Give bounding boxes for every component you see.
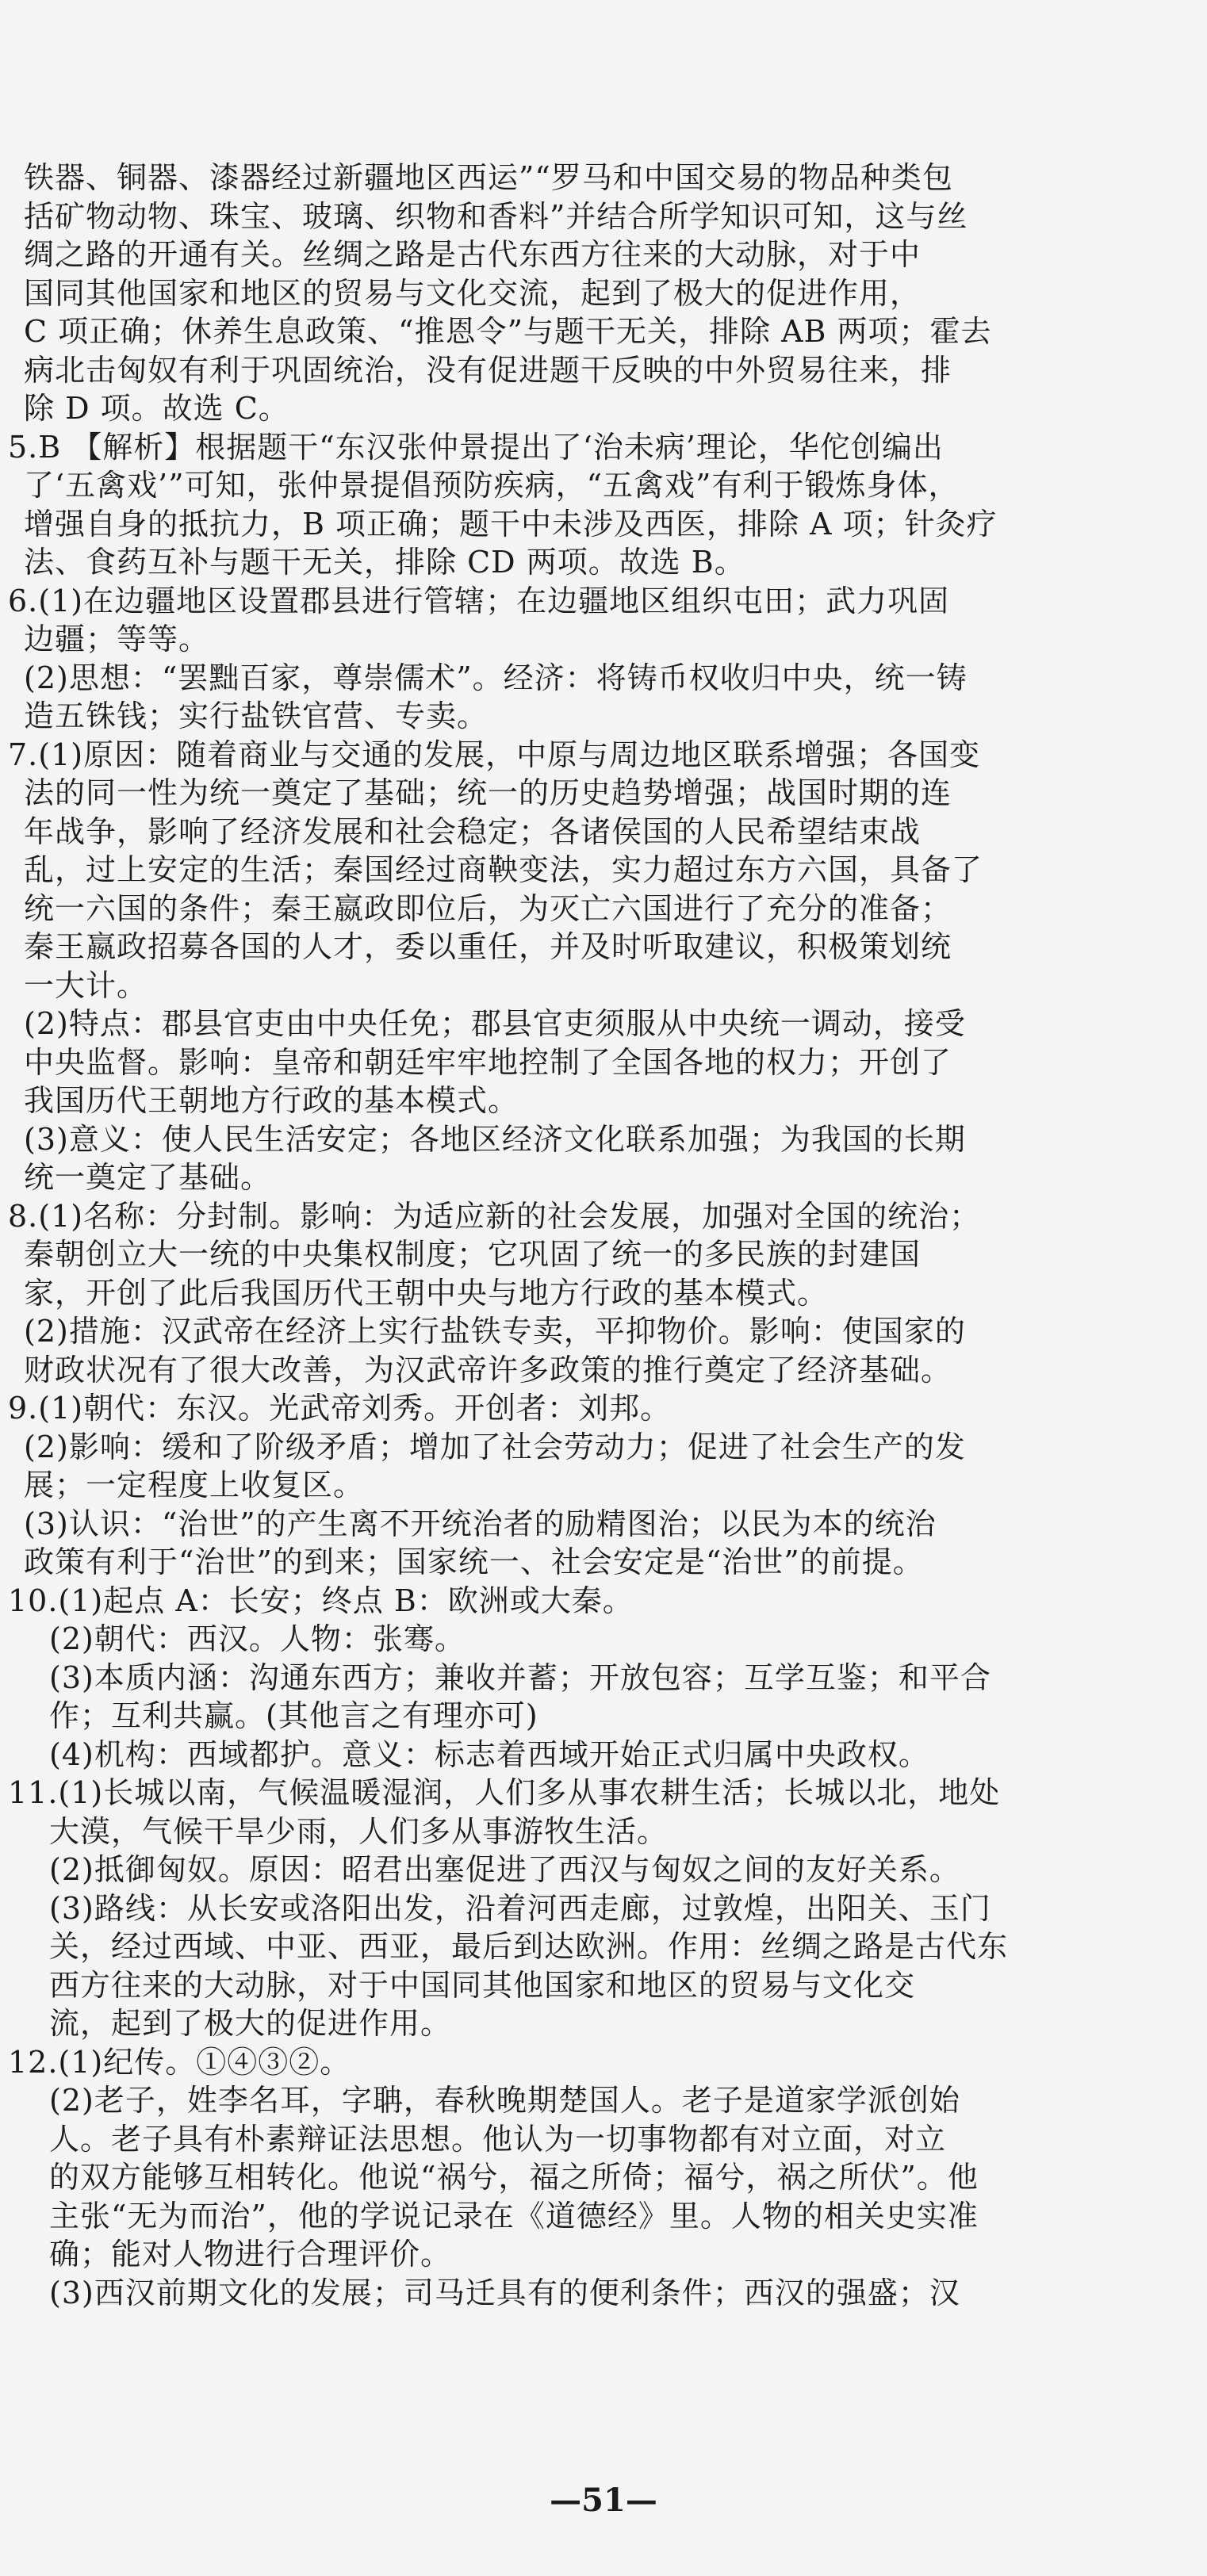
text-line: 国同其他国家和地区的贸易与文化交流，起到了极大的促进作用，	[24, 275, 922, 311]
text-line: 法、食药互补与题干无关，排除 CD 两项。故选 B。	[24, 545, 745, 580]
sub-question-line: (3)本质内涵：沟通东西方；兼收并蓄；开放包容；互学互鉴；和平合	[49, 1659, 991, 1695]
text-line: 统一奠定了基础。	[24, 1160, 272, 1195]
text-line: 大漠，气候干旱少雨，人们多从事游牧生活。	[49, 1813, 669, 1849]
sub-question-line: (2)影响：缓和了阶级矛盾；增加了社会劳动力；促进了社会生产的发	[24, 1429, 966, 1464]
text-line: 展；一定程度上收复区。	[24, 1468, 365, 1502]
text-line: 法的同一性为统一奠定了基础；统一的历史趋势增强；战国时期的连	[24, 775, 952, 810]
sub-question-line: (2)老子，姓李名耳，字聃，春秋晚期楚国人。老子是道家学派创始	[49, 2083, 960, 2118]
question-line: 11.(1)长城以南，气候温暖湿润，人们多从事农耕生活；长城以北，地处	[8, 1775, 1001, 1810]
text-line: 人。老子具有朴素辩证法思想。他认为一切事物都有对立面，对立	[49, 2121, 947, 2157]
question-line: 5.B 【解析】根据题干“东汉张仲景提出了‘治未病’理论，华佗创编出	[8, 429, 944, 465]
sub-question-line: (2)抵御匈奴。原因：昭君出塞促进了西汉与匈奴之间的友好关系。	[49, 1852, 960, 1887]
text-line: 中央监督。影响：皇帝和朝廷牢牢地控制了全国各地的权力；开创了	[24, 1044, 952, 1080]
text-line: 西方往来的大动脉，对于中国同其他国家和地区的贸易与文化交	[49, 1967, 916, 2003]
text-line: 政策有利于“治世”的到来；国家统一、社会安定是“治世”的前提。	[24, 1544, 924, 1579]
text-line: 的双方能够互相转化。他说“祸兮，福之所倚；福兮，祸之所伏”。他	[49, 2160, 979, 2195]
text-line: 作；互利共赢。(其他言之有理亦可)	[49, 1698, 538, 1733]
text-line: 除 D 项。故选 C。	[24, 391, 289, 426]
sub-question-line: (2)特点：郡县官吏由中央任免；郡县官吏须服从中央统一调动，接受	[24, 1006, 966, 1041]
text-line: 关，经过西域、中亚、西亚，最后到达欧洲。作用：丝绸之路是古代东	[49, 1929, 1009, 1964]
text-line: C 项正确；休养生息政策、“推恩令”与题干无关，排除 AB 两项；霍去	[24, 314, 992, 349]
page-number: —51—	[550, 2482, 657, 2519]
text-line: 年战争，影响了经济发展和社会稳定；各诸侯国的人民希望结束战	[24, 813, 922, 849]
text-line: 我国历代王朝地方行政的基本模式。	[24, 1083, 519, 1118]
text-line: 确；能对人物进行合理评价。	[49, 2237, 452, 2272]
sub-question-line: (2)朝代：西汉。人物：张骞。	[49, 1621, 466, 1656]
text-line: 流，起到了极大的促进作用。	[49, 2006, 452, 2041]
text-line: 绸之路的开通有关。丝绸之路是古代东西方往来的大动脉，对于中	[24, 237, 922, 272]
text-line: 括矿物动物、珠宝、玻璃、织物和香料”并结合所学知识可知，这与丝	[24, 198, 968, 234]
sub-question-line: (2)措施：汉武帝在经济上实行盐铁专卖，平抑物价。影响：使国家的	[24, 1314, 966, 1349]
text-line: 统一六国的条件；秦王嬴政即位后，为灭亡六国进行了充分的准备；	[24, 890, 952, 926]
text-line: 财政状况有了很大改善，为汉武帝许多政策的推行奠定了经济基础。	[24, 1352, 952, 1388]
question-line: 6.(1)在边疆地区设置郡县进行管辖；在边疆地区组织屯田；武力巩固	[8, 583, 950, 618]
question-line: 8.(1)名称：分封制。影响：为适应新的社会发展，加强对全国的统治；	[8, 1198, 981, 1234]
sub-question-line: (3)西汉前期文化的发展；司马迁具有的便利条件；西汉的强盛；汉	[49, 2275, 960, 2310]
text-line: 主张“无为而治”，他的学说记录在《道德经》里。人物的相关史实准	[49, 2198, 979, 2233]
text-line: 边疆；等等。	[24, 622, 210, 656]
question-line: 7.(1)原因：随着商业与交通的发展，中原与周边地区联系增强；各国变	[8, 737, 981, 772]
text-line: 乱，过上安定的生活；秦国经过商鞅变法，实力超过东方六国，具备了	[24, 852, 983, 887]
text-line: 一大计。	[24, 967, 148, 1003]
text-line: 病北击匈奴有利于巩固统治，没有促进题干反映的中外贸易往来，排	[24, 352, 952, 388]
text-line: 铁器、铜器、漆器经过新疆地区西运”“罗马和中国交易的物品种类包	[24, 160, 953, 195]
question-line: 9.(1)朝代：东汉。光武帝刘秀。开创者：刘邦。	[8, 1391, 672, 1426]
sub-question-line: (3)认识：“治世”的产生离不开统治者的励精图治；以民为本的统治	[24, 1506, 937, 1541]
sub-question-line: (2)思想：“罢黜百家，尊崇儒术”。经济：将铸币权收归中央，统一铸	[24, 660, 968, 695]
text-line: 了‘五禽戏’”可知，张仲景提倡预防疾病，“五禽戏”有利于锻炼身体，	[24, 468, 960, 503]
question-line: 12.(1)纪传。①④③②。	[8, 2044, 351, 2080]
text-line: 家，开创了此后我国历代王朝中央与地方行政的基本模式。	[24, 1275, 829, 1311]
sub-question-line: (4)机构：西域都护。意义：标志着西域开始正式归属中央政权。	[49, 1736, 929, 1772]
sub-question-line: (3)路线：从长安或洛阳出发，沿着河西走廊，过敦煌，出阳关、玉门	[49, 1890, 991, 1926]
text-line: 秦王嬴政招募各国的人才，委以重任，并及时听取建议，积极策划统	[24, 929, 952, 964]
sub-question-line: (3)意义：使人民生活安定；各地区经济文化联系加强；为我国的长期	[24, 1121, 966, 1157]
text-line: 增强自身的抵抗力，B 项正确；题干中未涉及西医，排除 A 项；针灸疗	[24, 506, 998, 542]
text-line: 秦朝创立大一统的中央集权制度；它巩固了统一的多民族的封建国	[24, 1237, 922, 1272]
question-line: 10.(1)起点 A：长安；终点 B：欧洲或大秦。	[8, 1583, 634, 1618]
text-line: 造五铢钱；实行盐铁官营、专卖。	[24, 699, 489, 733]
